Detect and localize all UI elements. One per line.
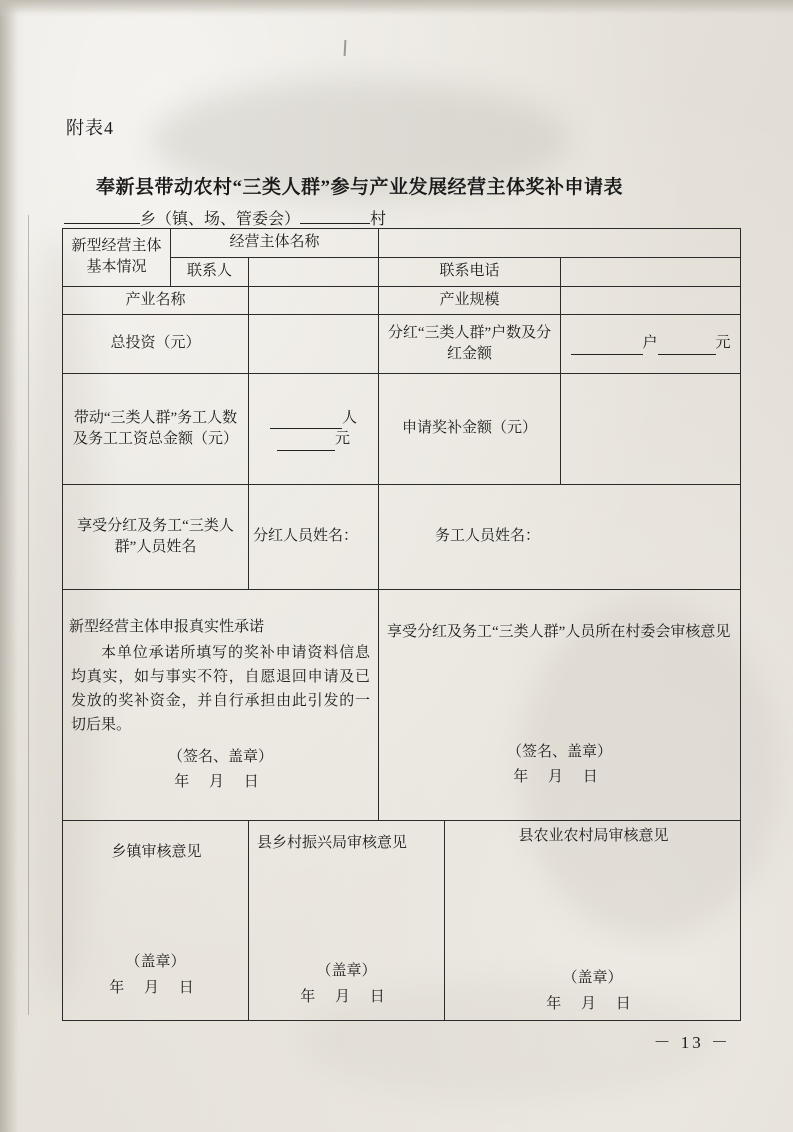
county-agri-seal-label: （盖章） (562, 970, 623, 986)
township-review-cell[interactable] (63, 821, 249, 1021)
county-rural-seal-label: （盖章） (316, 963, 377, 979)
township-date-label: 年 月 日 (109, 979, 202, 996)
apply-amount-value[interactable] (561, 374, 741, 485)
table-row (63, 485, 741, 590)
dividend-names-label: 分红人员姓名： (253, 528, 359, 545)
dividend-amount-blank[interactable] (658, 339, 716, 355)
worker-names-label: 务工人员姓名： (435, 528, 541, 545)
dividend-names-field[interactable] (249, 485, 379, 590)
county-agri-review-cell[interactable] (445, 821, 741, 1021)
township-suffix-label: 乡（镇、场、管委会） (140, 211, 301, 228)
dividend-unit-yuan-label: 元 (715, 335, 731, 352)
village-suffix-label: 村 (370, 211, 387, 228)
total-investment-value[interactable] (249, 315, 379, 374)
industry-scale-label: 产业规模 (379, 286, 561, 315)
contact-person-label: 联系人 (171, 257, 249, 286)
industry-scale-value[interactable] (561, 286, 741, 315)
village-blank[interactable] (300, 207, 370, 224)
names-label: 享受分红及务工“三类人群”人员姓名 (63, 485, 249, 590)
labor-label: 带动“三类人群”务工人数及务工工资总金额（元） (63, 374, 249, 485)
county-agri-signature-block[interactable] (449, 966, 736, 1017)
table-row (63, 286, 741, 315)
total-investment-label: 总投资（元） (63, 315, 249, 374)
township-review-title: 乡镇审核意见 (111, 844, 202, 861)
page-number: － 13 － (653, 1033, 731, 1052)
promise-sign-label: （签名、盖章） (168, 748, 274, 765)
contact-phone-value[interactable] (561, 257, 741, 286)
labor-value[interactable] (249, 374, 379, 485)
dividend-unit-household-label: 户 (642, 335, 658, 352)
apply-amount-label: 申请奖补金额（元） (379, 374, 561, 485)
table-row (63, 315, 741, 374)
attachment-label: 附表4 (66, 118, 114, 138)
township-seal-label: （盖章） (125, 954, 186, 970)
industry-name-label: 产业名称 (63, 286, 249, 315)
worker-names-field[interactable] (379, 485, 741, 590)
labor-wage-blank[interactable] (277, 435, 335, 451)
county-rural-date-label: 年 月 日 (300, 988, 393, 1005)
promise-title: 新型经营主体申报真实性承诺 (69, 618, 265, 635)
county-rural-signature-block[interactable] (253, 959, 440, 1010)
township-blank[interactable] (64, 207, 140, 224)
contact-phone-label: 联系电话 (379, 257, 561, 286)
county-rural-review-title: 县乡村振兴局审核意见 (257, 835, 408, 852)
table-row (63, 229, 741, 258)
dividend-households-value[interactable] (561, 315, 741, 374)
table-row (63, 590, 741, 821)
location-line (64, 206, 744, 229)
table-row (63, 821, 741, 1021)
village-review-title: 享受分红及务工“三类人群”人员所在村委会审核意见 (387, 623, 731, 640)
dividend-households-label: 分红“三类人群”户数及分红金额 (379, 315, 561, 374)
page-title: 奉新县带动农村“三类人群”参与产业发展经营主体奖补申请表 (96, 177, 624, 198)
county-agri-date-label: 年 月 日 (546, 995, 639, 1012)
county-rural-review-cell[interactable] (249, 821, 445, 1021)
contact-person-value[interactable] (249, 257, 379, 286)
promise-body: 本单位承诺所填写的奖补申请资料信息均真实，如与事实不符，自愿退回申请及已发放的奖补资金，并自行承担由此引发的一切后果。 (71, 644, 371, 733)
county-agri-review-title: 县农业农村局审核意见 (518, 828, 669, 845)
basic-info-label: 新型经营主体基本情况 (63, 229, 171, 287)
table-row (63, 374, 741, 485)
village-sign-label: （签名、盖章） (507, 743, 613, 760)
promise-date-label: 年 月 日 (174, 774, 267, 791)
promise-signature-block[interactable] (67, 745, 374, 796)
industry-name-value[interactable] (249, 286, 379, 315)
entity-name-label: 经营主体名称 (171, 229, 379, 258)
labor-unit-yuan-label: 元 (335, 431, 351, 448)
village-date-label: 年 月 日 (513, 769, 606, 786)
village-review-cell[interactable] (379, 590, 741, 821)
village-signature-block[interactable] (383, 740, 736, 791)
promise-cell[interactable] (63, 590, 379, 821)
dividend-household-count-blank[interactable] (571, 339, 643, 355)
application-form-table (62, 228, 741, 1021)
entity-name-value[interactable] (379, 229, 741, 258)
labor-person-count-blank[interactable] (270, 413, 342, 429)
labor-unit-person-label: 人 (342, 409, 358, 426)
township-signature-block[interactable] (67, 950, 244, 1001)
